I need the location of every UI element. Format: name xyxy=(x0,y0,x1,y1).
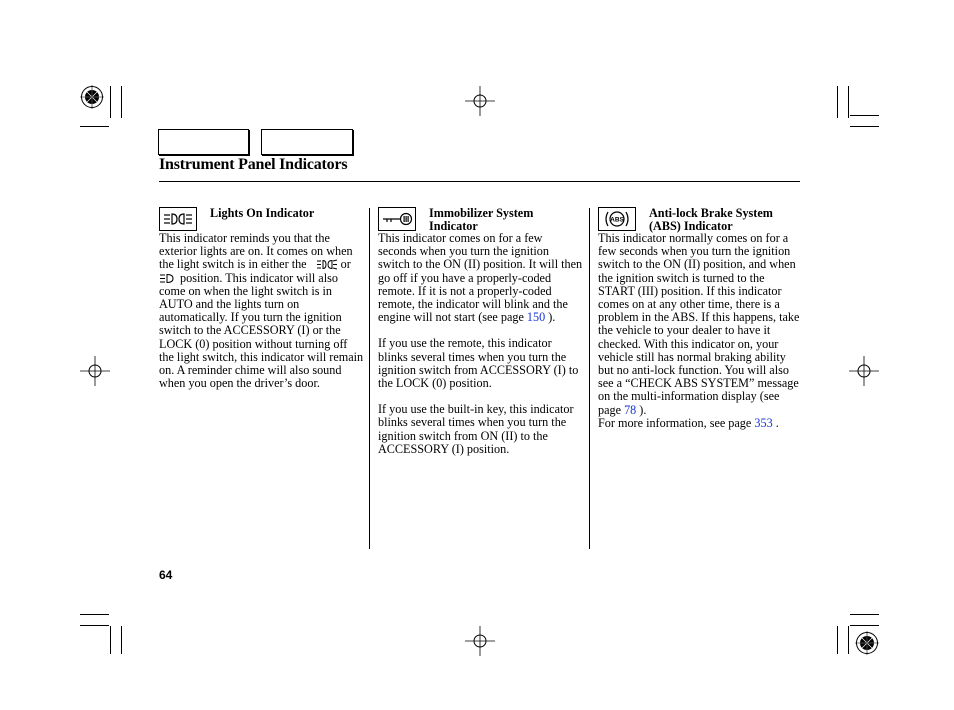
crosshair-bottom-icon xyxy=(465,626,495,656)
parking-light-icon xyxy=(316,259,338,270)
column-divider-1 xyxy=(369,208,370,549)
header-tab-2[interactable] xyxy=(261,129,353,155)
header-rule xyxy=(159,181,800,182)
headlight-icon xyxy=(159,207,197,231)
abs-para-2 xyxy=(598,417,803,430)
lights-on-body xyxy=(159,232,364,390)
lights-on-or: or xyxy=(340,257,351,272)
abs-text-b: ). xyxy=(639,402,647,417)
abs-text-a: This indicator normally comes on for a few seconds when you turn the ignition switch to the ON (II) position, and when the ignition switch is turned to the START (III) position. If this indicator comes on at any other time, there is a problem in the ABS. If this happens, take the vehicle to your dealer to have it checked. With this indicator on, your vehicle still has normal braking ability but no anti-lock function. You will also see a “CHECK ABS SYSTEM” message on the multi-information display (see page xyxy=(598,231,800,417)
registration-mark-bottom-right-icon xyxy=(855,631,879,655)
immobilizer-text-b: ). xyxy=(548,310,556,325)
column-lights-on xyxy=(159,206,364,390)
lights-on-title: Lights On Indicator xyxy=(210,206,315,220)
registration-mark-top-left-icon xyxy=(80,85,104,109)
column-divider-2 xyxy=(589,208,590,549)
immobilizer-para-2: If you use the remote, this indicator blinks several times when you turn the ignition switch from ACCESSORY (I) to the LOCK (0) position. xyxy=(378,336,579,391)
column-abs xyxy=(598,206,803,430)
abs-more-info-text: For more information, see page xyxy=(598,415,752,430)
crosshair-top-icon xyxy=(465,86,495,116)
abs-title: Anti-lock Brake System (ABS) Indicator xyxy=(649,206,773,233)
page-number: 64 xyxy=(159,568,173,582)
abs-para-1 xyxy=(598,232,803,417)
abs-more-info-end: . xyxy=(775,415,779,430)
immobilizer-title: Immobilizer System Indicator xyxy=(429,206,534,233)
section-title: Instrument Panel Indicators xyxy=(159,156,348,173)
crosshair-right-icon xyxy=(849,356,879,386)
immobilizer-para-3: If you use the built-in key, this indicator blinks several times when you turn the ignition switch from ON (II) to the ACCESSORY (I) position. xyxy=(378,402,574,456)
page-link-150[interactable]: 150 xyxy=(526,310,546,325)
page-link-353[interactable]: 353 xyxy=(754,415,773,430)
abs-icon-label: ABS xyxy=(610,216,624,224)
header-tab-1[interactable] xyxy=(158,129,249,155)
lights-on-text-a: This indicator reminds you that the exterior lights are on. It comes on when the light switch is in either the xyxy=(159,231,353,272)
key-icon xyxy=(378,207,416,231)
lights-on-text-b: position. This indicator will also come on when the light switch is in AUTO and the lights turn on automatically. If you turn the ignition switch to the ACCESSORY (I) or the LOCK (0) position without turning off the light switch, this indicator will remain on. A reminder chime will also sound when you open the driver’s door. xyxy=(159,270,364,391)
crosshair-left-icon xyxy=(80,356,110,386)
page-link-78[interactable]: 78 xyxy=(624,402,637,417)
column-immobilizer xyxy=(378,206,583,469)
immobilizer-text-a: This indicator comes on for a few seconds when you turn the ignition switch to the ON (II) position. It will then go off if you have a properly-coded remote. If it is not a properly-coded remote, the indicator will blink and the engine will not start (see page xyxy=(378,231,583,325)
headlight-small-icon xyxy=(159,273,177,284)
abs-icon xyxy=(598,207,636,231)
immobilizer-para-1 xyxy=(378,232,583,324)
